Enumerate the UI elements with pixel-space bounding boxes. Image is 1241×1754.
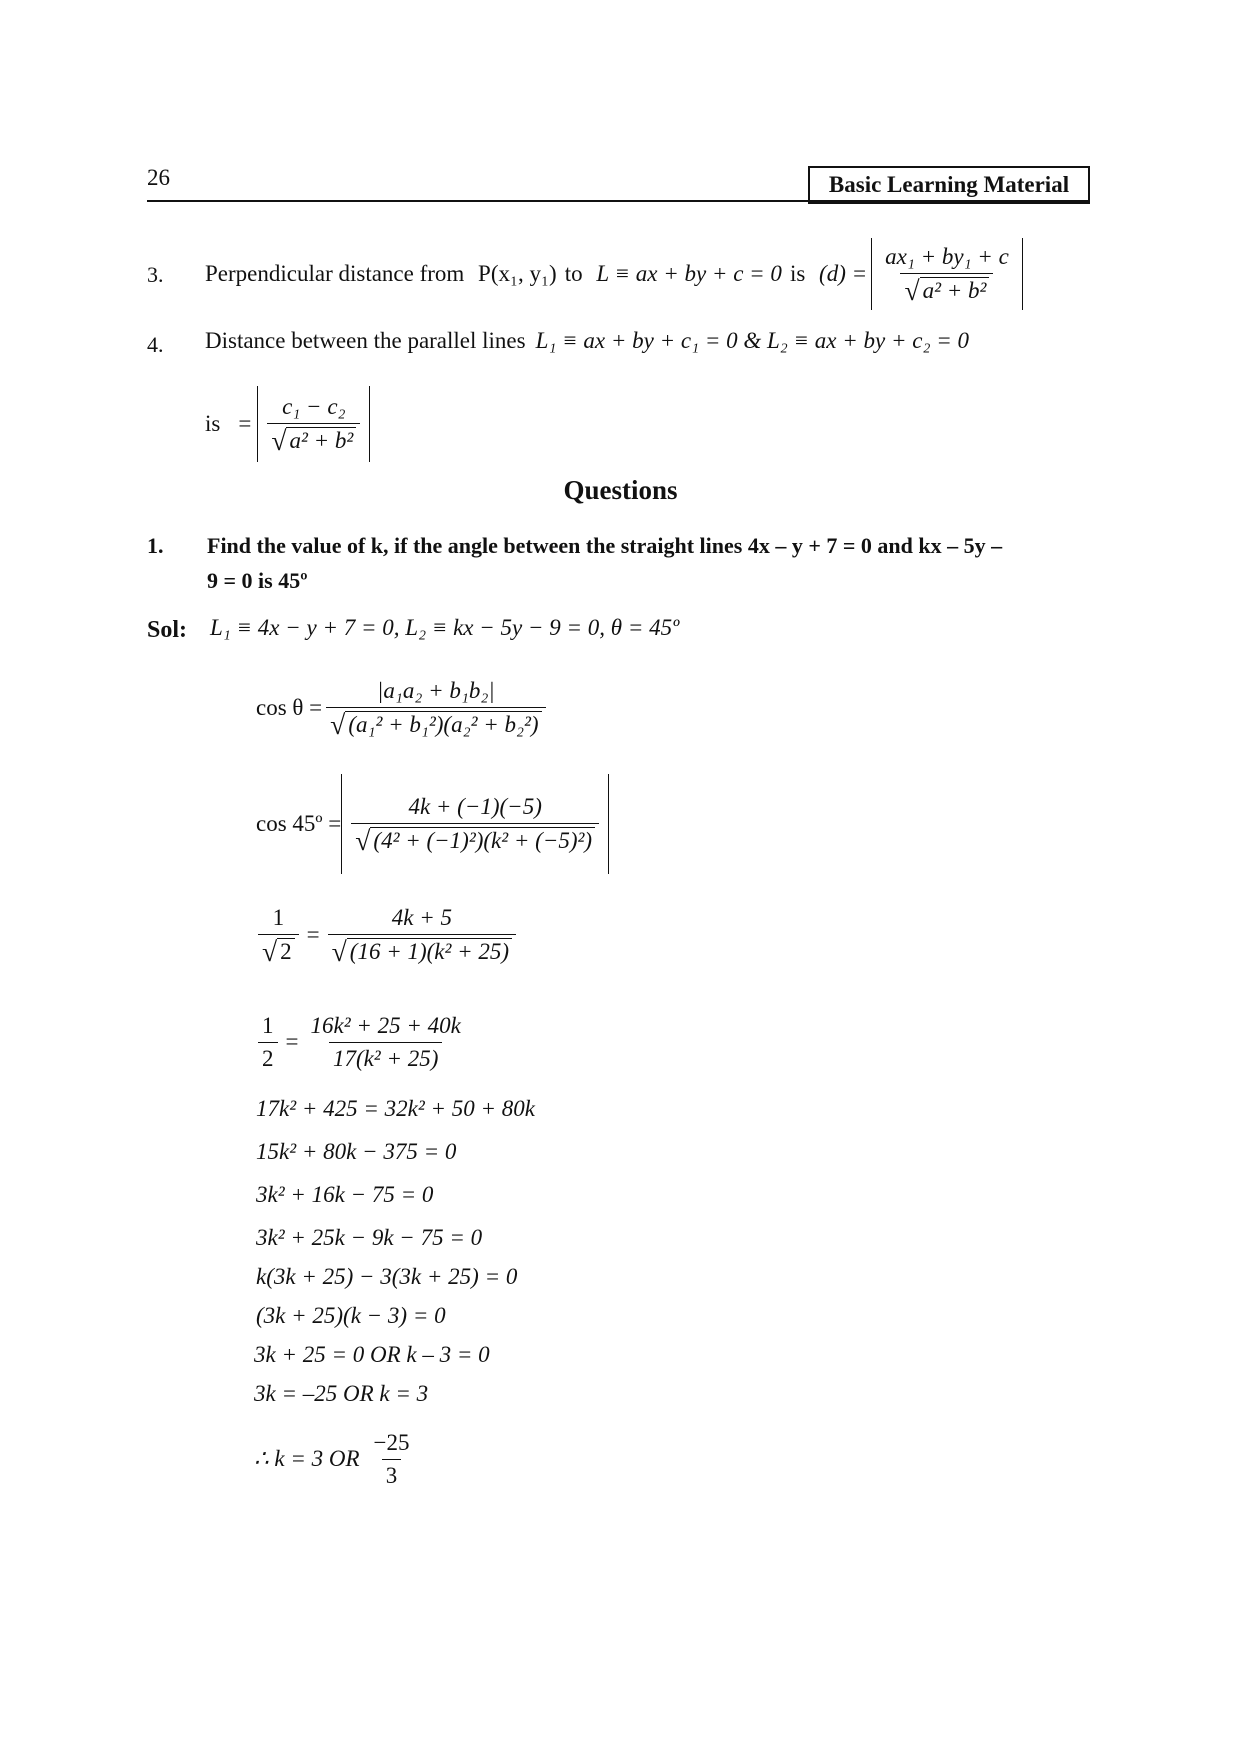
step-3-denominator-expr: (16 + 1)(k² + 25) [347,938,512,966]
step-1-denominator [326,707,545,739]
item-3-denominator-expr: a² + b² [920,277,990,305]
step-4-denominator: 17(k² + 25) [329,1042,442,1072]
item-3-text: Perpendicular distance from [205,261,465,286]
page-number: 26 [147,165,170,190]
item-3-is: is [789,261,806,286]
item-4-denominator-expr: a² + b² [286,427,356,455]
step-3 [254,890,520,980]
item-3-abs-expression [871,238,1023,310]
step-2-lhs: cos 45º = [256,811,342,836]
step-11: 3k + 25 = 0 OR k – 3 = 0 [254,1342,490,1367]
step-3-lhs-denominator-expr: 2 [277,938,295,966]
step-13-denominator: 3 [382,1459,402,1489]
step-2-numerator: 4k + (−1)(−5) [408,793,542,819]
item-3-numerator: ax₁ + by₁ + c [885,243,1009,269]
step-3-eq: = [306,922,320,947]
sqrt-symbol: √ [904,274,920,306]
step-1-numerator: |a₁a₂ + b₁b₂| [377,677,495,703]
step-2-denominator [351,823,599,855]
sqrt-symbol: √ [355,824,371,856]
item-4-statement [205,328,969,354]
step-3-lhs-fraction [258,905,299,966]
solution-label: Sol: [147,617,188,643]
item-4-lines: L₁ ≡ ax + by + c₁ = 0 & L₂ ≡ ax + by + c₂ = 0 [535,328,969,353]
step-4-numerator: 16k² + 25 + 40k [310,1012,461,1038]
step-6: 15k² + 80k − 375 = 0 [256,1139,457,1164]
step-13-numerator: −25 [373,1429,410,1455]
sqrt-symbol: √ [271,424,287,456]
header-rule [147,200,1088,202]
step-3-lhs-numerator: 1 [272,904,285,930]
item-3-to: to [564,261,583,286]
sqrt-symbol: √ [331,935,347,967]
step-8: 3k² + 25k − 9k − 75 = 0 [256,1225,483,1250]
item-4-denominator [267,423,360,455]
step-5: 17k² + 425 = 32k² + 50 + 80k [256,1096,535,1121]
step-4 [254,1002,469,1082]
item-3-line: L ≡ ax + by + c = 0 [596,261,782,286]
item-3-denominator [900,273,993,305]
step-1 [256,662,550,754]
item-4-text: Distance between the parallel lines [205,328,526,353]
step-1-fraction [326,678,545,739]
item-4-number: 4. [147,332,164,357]
step-3-lhs-denominator [258,934,299,966]
step-4-eq: = [285,1029,299,1054]
item-4-abs-expression [257,386,370,462]
item-3-point: P(x₁, y₁) [478,261,557,286]
step-13-fraction [370,1430,414,1489]
step-4-lhs-denominator: 2 [258,1042,278,1072]
header-title: Basic Learning Material [808,166,1090,204]
step-4-lhs-fraction [258,1013,278,1072]
question-1-line2: 9 = 0 is 45º [207,568,308,593]
step-13 [254,1424,418,1494]
section-title: Questions [563,475,678,505]
step-2-fraction [351,794,599,855]
step-1-denominator-expr: (a₁² + b₁²)(a₂² + b₂²) [345,711,541,739]
step-10: (3k + 25)(k − 3) = 0 [256,1303,446,1328]
step-3-fraction [328,905,516,966]
step-7: 3k² + 16k − 75 = 0 [256,1182,434,1207]
step-4-fraction [306,1013,464,1072]
step-13-lhs: ∴ k = 3 OR [254,1446,360,1471]
step-2 [256,773,609,875]
item-3-lhs: (d) = [819,261,868,286]
step-12: 3k = –25 OR k = 3 [254,1381,429,1406]
question-1-line1: Find the value of k, if the angle between the straight lines 4x – y + 7 = 0 and kx – 5y – [207,533,1003,558]
step-3-denominator [328,934,516,966]
step-1-lhs: cos θ = [256,695,323,720]
item-4-result [205,385,370,463]
step-2-denominator-expr: (4² + (−1)²)(k² + (−5)²) [370,827,595,855]
item-4-eq: = [238,411,252,436]
step-9: k(3k + 25) − 3(3k + 25) = 0 [256,1264,518,1289]
item-4-fraction [267,394,360,455]
sqrt-symbol: √ [330,708,346,740]
item-4-numerator: c₁ − c₂ [282,393,346,419]
solution-given: L₁ ≡ 4x − y + 7 = 0, L₂ ≡ kx − 5y − 9 = 0, θ = 45º [210,615,680,640]
item-3-number: 3. [147,262,164,287]
item-4-is: is [205,411,221,436]
item-3-fraction [881,244,1013,305]
step-4-lhs-numerator: 1 [262,1012,274,1038]
sqrt-symbol: √ [262,935,278,967]
question-1-number: 1. [147,533,164,558]
item-3-statement [205,238,1023,310]
step-3-numerator: 4k + 5 [391,904,452,930]
step-2-abs-expression [341,774,609,874]
